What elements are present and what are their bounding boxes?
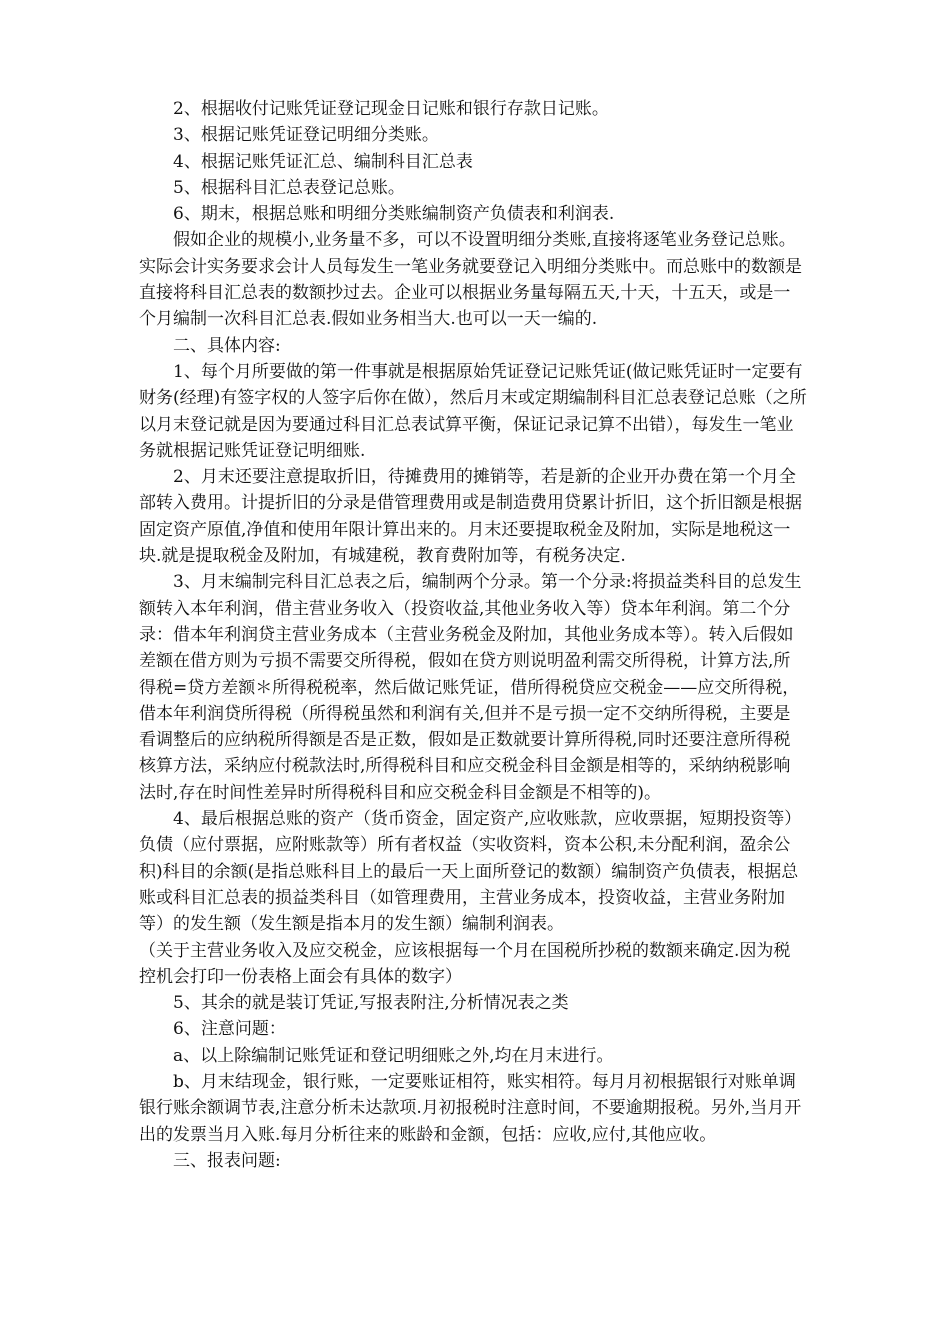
tax-note-paragraph: （关于主营业务收入及应交税金，应该根据每一个月在国税所抄税的数额来确定.因为税控机会打印一份表格上面会有具体的数字）: [139, 940, 791, 987]
step-5-paragraph: 5、根据科目汇总表登记总账。: [173, 177, 405, 198]
step-4-paragraph: 4、根据记账凭证汇总、编制科目汇总表: [173, 151, 473, 172]
note-b-paragraph: b、月末结现金，银行账，一定要账证相符，账实相符。每月月初根据银行对账单调银行账余额调节表,注意分析未达款项.月初报税时注意时间，不要逾期报税。另外,当月开出的发票当月入账.每月分析往来的账龄和金额，包括：应收,应付,其他应收。: [139, 1071, 802, 1145]
content-item-4-paragraph: 4、最后根据总账的资产（货币资金，固定资产,应收账款，应收票据，短期投资等）负债（应付票据，应附账款等）所有者权益（实收资料，资本公积,未分配利润，盈余公积)科目的余额(是指总账科目上的最后一天上面所登记的数额）编制资产负债表，根据总账或科目汇总表的损益类科目（如管理费用，主营业务成本，投资收益，主营业务附加等）的发生额（发生额是指本月的发生额）编制利润表。: [139, 809, 802, 935]
content-item-6-heading: 6、注意问题：: [173, 1019, 286, 1040]
section-heading-specific-content: 二、具体内容:: [173, 335, 281, 356]
step-6-paragraph: 6、期末，根据总账和明细分类账编制资产负债表和利润表.: [173, 204, 615, 225]
note-a-paragraph: a、以上除编制记账凭证和登记明细账之外,均在月末进行。: [173, 1045, 614, 1066]
small-business-paragraph: 假如企业的规模小,业务量不多，可以不设置明细分类账,直接将逐笔业务登记总账。实际会计实务要求会计人员每发生一笔业务就要登记入明细分类账中。而总账中的数额是直接将科目汇总表的数额抄过去。企业可以根据业务量每隔五天,十天，十五天，或是一个月编制一次科目汇总表.假如业务相当大.也可以一天一编的.: [139, 230, 802, 330]
step-2-paragraph: 2、根据收付记账凭证登记现金日记账和银行存款日记账。: [173, 99, 609, 119]
content-item-3-paragraph: 3、月末编制完科目汇总表之后，编制两个分录。第一个分录:将损益类科目的总发生额转入本年利润，借主营业务收入（投资收益,其他业务收入等）贷本年利润。第二个分录：借本年利润贷主营业务成本（主营业务税金及附加，其他业务成本等）。转入后假如差额在借方则为亏损不需要交所得税，假如在贷方则说明盈利需交所得税，计算方法,所得税=贷方差额＊所得税税率，然后做记账凭证，借所得税贷应交税金——应交所得税，借本年利润贷所得税（所得税虽然和利润有关,但并不是亏损一定不交纳所得税，主要是看调整后的应纳税所得额是否是正数，假如是正数就要计算所得税,同时还要注意所得税核算方法，采纳应付税款法时,所得税科目和应交税金科目金额是相等的，采纳纳税影响法时,存在时间性差异时所得税科目和应交税金科目金额是不相等的)。: [139, 572, 802, 803]
step-3-paragraph: 3、根据记账凭证登记明细分类账。: [173, 125, 439, 146]
document-body: [139, 96, 807, 1174]
content-item-5-paragraph: 5、其余的就是装订凭证,写报表附注,分析情况表之类: [173, 993, 569, 1014]
section-heading-report-issues: 三、报表问题:: [173, 1150, 281, 1171]
content-item-2-paragraph: 2、月末还要注意提取折旧，待摊费用的摊销等，若是新的企业开办费在第一个月全部转入费用。计提折旧的分录是借管理费用或是制造费用贷累计折旧，这个折旧额是根据固定资产原值,净值和使用年限计算出来的。月末还要提取税金及附加，实际是地税这一块.就是提取税金及附加，有城建税，教育费附加等，有税务决定.: [139, 467, 802, 567]
content-item-1-paragraph: 1、每个月所要做的第一件事就是根据原始凭证登记记账凭证(做记账凭证时一定要有财务(经理)有签字权的人签字后你在做），然后月末或定期编制科目汇总表登记总账（之所以月末登记就是因为要通过科目汇总表试算平衡，保证记录记算不出错），每发生一笔业务就根据记账凭证登记明细账.: [139, 361, 807, 461]
